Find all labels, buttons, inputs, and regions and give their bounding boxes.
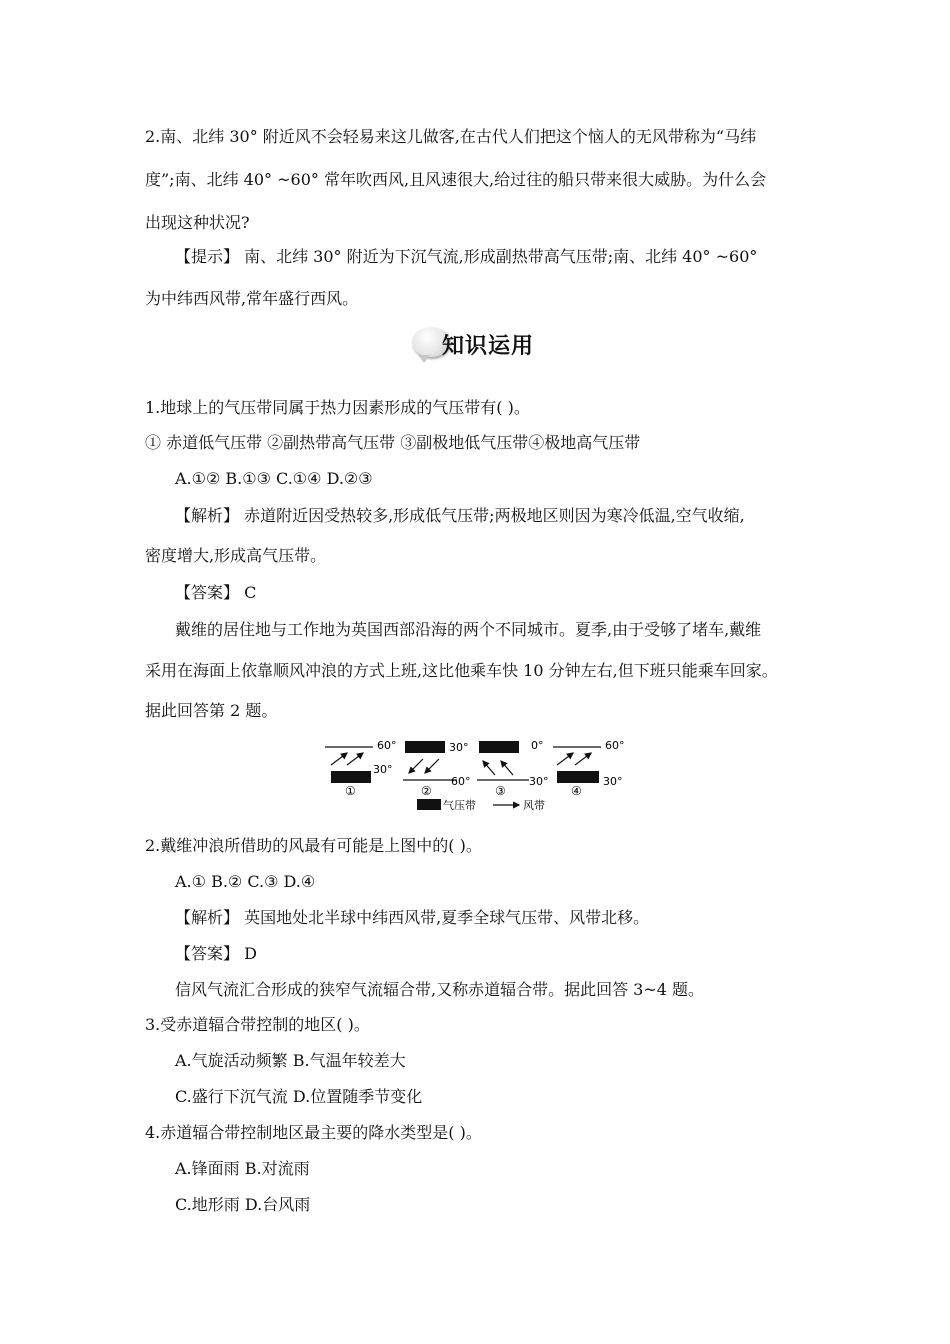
legend-wind-label: 风带 [523,799,545,812]
text-line: 出现这种状况? [145,213,250,232]
latitude-label: 60° [377,739,397,752]
section-heading-text: 知识运用 [442,334,535,359]
latitude-label: 30° [529,775,549,788]
text-line: 为中纬西风带,常年盛行西风。 [145,289,359,308]
question-line: 2.戴维冲浪所借助的风最有可能是上图中的( )。 [145,836,482,855]
text-line: 2.南、北纬 30° 附近风不会轻易来这儿做客,在古代人们把这个恼人的无风带称为“马纬 [145,127,757,146]
options-line: A.①② B.①③ C.①④ D.②③ [175,469,373,488]
analysis-line: 【解析】 英国地处北半球中纬西风带,夏季全球气压带、风带北移。 [175,908,650,927]
options-line: A.① B.② C.③ D.④ [175,872,316,891]
pressure-belt-bar [331,771,371,783]
pressure-wind-figure [317,735,637,819]
latitude-label: 60° [605,739,625,752]
figure-svg [317,735,637,815]
legend-pressure-swatch [417,799,441,810]
panel-label: ④ [571,784,582,798]
wind-arrow [331,753,347,765]
panel-label: ① [345,784,356,798]
text-line: 度”;南、北纬 40° ~60° 常年吹西风,且风速很大,给过往的船只带来很大威胁。为什么会 [145,170,767,189]
wind-arrow [409,759,423,773]
wind-arrow [501,761,513,775]
question-line: 4.赤道辐合带控制地区最主要的降水类型是( )。 [145,1123,482,1142]
options-line: C.地形雨 D.台风雨 [175,1195,311,1214]
latitude-label: 30° [373,763,393,776]
panel-label: ② [421,784,432,798]
latitude-label: 30° [449,741,469,754]
question-line: 1.地球上的气压带同属于热力因素形成的气压带有( )。 [145,398,530,417]
text-line: ① 赤道低气压带 ②副热带高气压带 ③副极地低气压带④极地高气压带 [145,433,641,452]
wind-arrow [347,753,363,765]
latitude-label: 0° [531,739,544,752]
wind-arrow [483,761,495,775]
latitude-label: 60° [451,775,471,788]
legend-pressure-label: 气压带 [443,799,476,812]
pressure-belt-bar [557,771,599,783]
options-line: C.盛行下沉气流 D.位置随季节变化 [175,1087,423,1106]
answer-line: 【答案】 C [175,583,257,602]
answer-line: 【答案】 D [175,944,257,963]
wind-arrow [425,759,439,773]
latitude-label: 30° [603,775,623,788]
options-line: A.气旋活动频繁 B.气温年较差大 [175,1051,406,1070]
pressure-belt-bar [405,741,445,753]
wind-arrow [575,753,591,765]
pressure-belt-bar [479,741,519,753]
panel-label: ③ [495,784,506,798]
wind-arrow [557,753,573,765]
text-line: 采用在海面上依靠顺风冲浪的方式上班,这比他乘车快 10 分钟左右,但下班只能乘车回家。 [145,661,778,680]
text-line: 密度增大,形成高气压带。 [145,546,327,565]
text-line: 信风气流汇合形成的狭窄气流辐合带,又称赤道辐合带。据此回答 3~4 题。 [175,980,705,999]
text-line: 据此回答第 2 题。 [145,701,278,720]
text-line: 戴维的居住地与工作地为英国西部沿海的两个不同城市。夏季,由于受够了堵车,戴维 [175,620,762,639]
analysis-line: 【解析】 赤道附近因受热较多,形成低气压带;两极地区则因为寒冷低温,空气收缩, [175,506,745,525]
options-line: A.锋面雨 B.对流雨 [175,1159,310,1178]
section-heading [412,325,542,363]
hint-line: 【提示】 南、北纬 30° 附近为下沉气流,形成副热带高气压带;南、北纬 40° ~60° [175,247,758,266]
question-line: 3.受赤道辐合带控制的地区( )。 [145,1015,370,1034]
